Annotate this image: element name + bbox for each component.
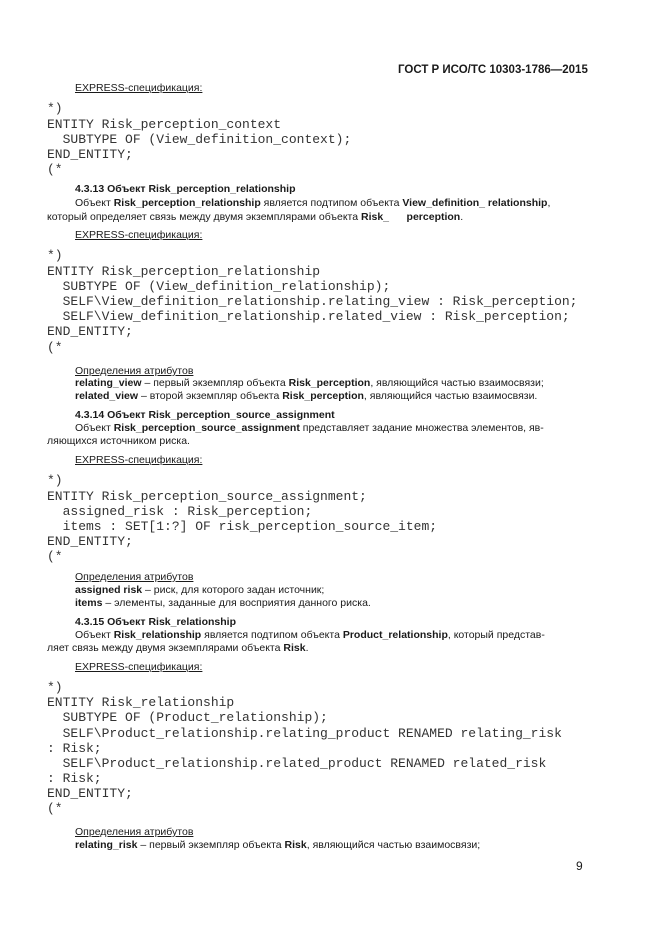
attr-definition: relating_risk – первый экземпляр объекта Risk, являющийся частью взаимосвязи; [75, 839, 481, 851]
code-line: *) [47, 248, 63, 263]
code-line: : Risk; [47, 741, 102, 756]
code-line: END_ENTITY; [47, 324, 133, 339]
attr-defs-label: Определения атрибутов [75, 826, 194, 838]
code-line: SUBTYPE OF (Product_relationship); [47, 710, 328, 725]
section-paragraph: ляющихся источником риска. [47, 435, 190, 447]
document-header: ГОСТ Р ИСО/ТС 10303-1786—2015 [398, 64, 588, 76]
code-line: ENTITY Risk_perception_relationship [47, 264, 321, 279]
code-line: *) [47, 680, 63, 695]
code-line: ENTITY Risk_relationship [47, 695, 235, 710]
attr-definition: relating_view – первый экземпляр объекта Risk_perception, являющийся частью взаимосвязи; [75, 377, 544, 389]
page-number: 9 [576, 859, 583, 873]
section-paragraph: ляет связь между двумя экземплярами объекта Risk. [47, 642, 309, 654]
code-line: SELF\Product_relationship.related_product RENAMED related_risk [47, 756, 547, 771]
express-spec-label: EXPRESS-спецификация: [75, 661, 203, 673]
section-paragraph: который определяет связь между двумя экземплярами объекта Risk_ perception. [47, 211, 464, 223]
code-line: assigned_risk : Risk_perception; [47, 504, 313, 519]
code-line: (* [47, 801, 63, 816]
attr-defs-label: Определения атрибутов [75, 571, 194, 583]
section-heading: 4.3.14 Объект Risk_perception_source_assignment [75, 409, 335, 421]
attr-definition: related_view – второй экземпляр объекта Risk_perception, являющийся частью взаимосвязи. [75, 390, 538, 402]
attr-definition: assigned risk – риск, для которого задан источник; [75, 584, 325, 596]
code-line: : Risk; [47, 771, 102, 786]
section-paragraph: Объект Risk_perception_source_assignment представляет задание множества элементов, яв- [75, 422, 544, 434]
attr-defs-label: Определения атрибутов [75, 365, 194, 377]
code-line: *) [47, 473, 63, 488]
express-spec-label: EXPRESS-спецификация: [75, 454, 203, 466]
code-line: (* [47, 162, 63, 177]
section-heading: 4.3.15 Объект Risk_relationship [75, 616, 236, 628]
code-line: ENTITY Risk_perception_source_assignment; [47, 489, 367, 504]
section-paragraph: Объект Risk_perception_relationship является подтипом объекта View_definition_ relationship, [75, 197, 551, 209]
code-line: SUBTYPE OF (View_definition_relationship); [47, 279, 391, 294]
code-line: SUBTYPE OF (View_definition_context); [47, 132, 352, 147]
code-line: SELF\Product_relationship.relating_product RENAMED relating_risk [47, 726, 562, 741]
code-line: ENTITY Risk_perception_context [47, 117, 282, 132]
code-line: *) [47, 101, 63, 116]
code-line: (* [47, 549, 63, 564]
attr-definition: items – элементы, заданные для восприятия данного риска. [75, 597, 371, 609]
code-line: END_ENTITY; [47, 786, 133, 801]
code-line: (* [47, 340, 63, 355]
express-spec-label: EXPRESS-спецификация: [75, 82, 203, 94]
express-spec-label: EXPRESS-спецификация: [75, 229, 203, 241]
section-paragraph: Объект Risk_relationship является подтипом объекта Product_relationship, который представ- [75, 629, 545, 641]
code-line: items : SET[1:?] OF risk_perception_source_item; [47, 519, 438, 534]
section-heading: 4.3.13 Объект Risk_perception_relationship [75, 183, 296, 195]
code-line: SELF\View_definition_relationship.relating_view : Risk_perception; [47, 294, 578, 309]
code-line: END_ENTITY; [47, 534, 133, 549]
code-line: SELF\View_definition_relationship.related_view : Risk_perception; [47, 309, 570, 324]
code-line: END_ENTITY; [47, 147, 133, 162]
